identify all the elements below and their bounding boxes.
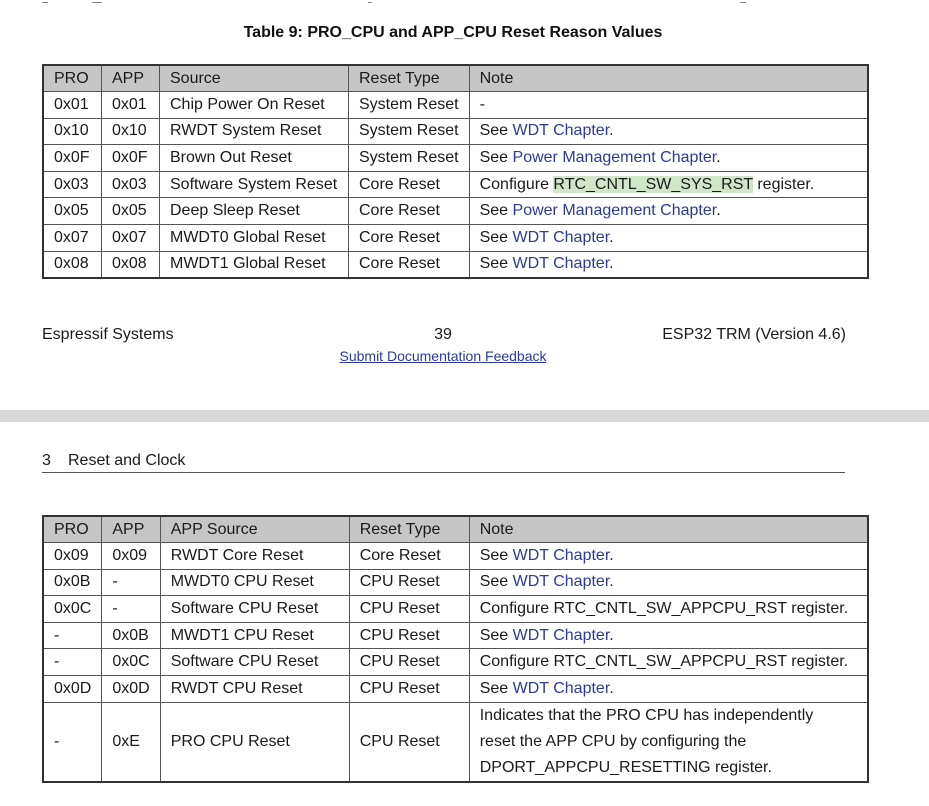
- footer-company: Espressif Systems: [42, 326, 174, 343]
- table-header-row: [43, 516, 868, 543]
- cell-reset-type: CPU Reset: [349, 596, 469, 623]
- cell-note: [469, 251, 868, 278]
- note-text: Configure RTC_CNTL_SW_APPCPU_RST register.: [479, 653, 849, 671]
- header-pro: PRO: [43, 65, 102, 92]
- cell-note: [469, 118, 868, 145]
- cell-source: Brown Out Reset: [160, 145, 349, 172]
- cell-note: [469, 145, 868, 172]
- note-text: See: [479, 679, 513, 697]
- cell-app: 0x07: [102, 225, 160, 252]
- note-text-end: .: [609, 626, 614, 644]
- cell-reset-type: CPU Reset: [349, 676, 469, 703]
- cell-note: [469, 702, 868, 782]
- cell-source: MWDT0 Global Reset: [160, 225, 349, 252]
- table-row: [43, 596, 868, 623]
- header-source: Source: [160, 65, 349, 92]
- cell-pro: 0x0F: [43, 145, 102, 172]
- cell-source: Deep Sleep Reset: [160, 198, 349, 225]
- section-number: 3: [42, 452, 51, 469]
- note-text: Configure: [479, 175, 554, 193]
- table-row: [43, 92, 868, 119]
- cell-reset-type: System Reset: [349, 145, 470, 172]
- cell-app: 0x01: [102, 92, 160, 119]
- chapter-link[interactable]: WDT Chapter: [512, 255, 610, 273]
- note-text-end: .: [609, 546, 614, 564]
- cell-app: -: [102, 596, 160, 623]
- header-pro: PRO: [43, 516, 102, 543]
- cell-app: 0x0F: [102, 145, 160, 172]
- header-reset-type: Reset Type: [349, 516, 469, 543]
- cell-reset-type: System Reset: [349, 118, 470, 145]
- cell-note: [469, 676, 868, 703]
- cell-app: 0x03: [102, 171, 160, 198]
- section-title: Reset and Clock: [68, 452, 186, 469]
- table-row: [43, 198, 868, 225]
- table-row: [43, 118, 868, 145]
- cell-note: [469, 569, 868, 596]
- header-app: APP: [102, 65, 160, 92]
- cell-note: [469, 543, 868, 570]
- table-row: [43, 225, 868, 252]
- note-text: See: [479, 228, 513, 246]
- table-caption: Table 9: PRO_CPU and APP_CPU Reset Reason Values: [243, 24, 663, 41]
- cell-app: 0xE: [102, 702, 160, 782]
- chapter-link[interactable]: WDT Chapter: [512, 228, 610, 246]
- cell-pro: -: [43, 649, 102, 676]
- cell-pro: 0x09: [43, 543, 102, 570]
- clipped-previous-text: [0, 0, 929, 4]
- cell-source: MWDT1 CPU Reset: [160, 622, 349, 649]
- feedback-link-wrapper: [0, 348, 886, 364]
- cell-reset-type: CPU Reset: [349, 569, 469, 596]
- chapter-link[interactable]: Power Management Chapter: [512, 202, 717, 220]
- cell-note: [469, 225, 868, 252]
- note-text-end: .: [609, 679, 614, 697]
- cell-pro: 0x01: [43, 92, 102, 119]
- note-line: reset the APP CPU by configuring the: [479, 732, 747, 750]
- note-text-end: .: [609, 122, 614, 140]
- cell-app: -: [102, 569, 160, 596]
- note-text: See: [479, 255, 513, 273]
- cell-reset-type: Core Reset: [349, 225, 470, 252]
- cell-reset-type: Core Reset: [349, 198, 470, 225]
- cell-reset-type: Core Reset: [349, 251, 470, 278]
- chapter-link[interactable]: WDT Chapter: [512, 546, 610, 564]
- note-text: See: [479, 573, 513, 591]
- chapter-link[interactable]: WDT Chapter: [512, 679, 610, 697]
- table-header-row: [43, 65, 868, 92]
- cell-note: [469, 596, 868, 623]
- table-row: [43, 145, 868, 172]
- table-row: [43, 702, 868, 782]
- cell-note: [469, 622, 868, 649]
- note-text-end: .: [716, 202, 721, 220]
- table-row: [43, 171, 868, 198]
- note-text: See: [479, 122, 513, 140]
- cell-reset-type: Core Reset: [349, 171, 470, 198]
- cell-source: PRO CPU Reset: [160, 702, 349, 782]
- cell-app: 0x0D: [102, 676, 160, 703]
- cell-pro: 0x0B: [43, 569, 102, 596]
- note-line: DPORT_APPCPU_RESETTING register.: [479, 758, 772, 776]
- cell-app: 0x08: [102, 251, 160, 278]
- note-text-end: .: [609, 228, 614, 246]
- cell-app: 0x0C: [102, 649, 160, 676]
- cell-pro: 0x10: [43, 118, 102, 145]
- footer-page-number: 39: [434, 326, 452, 343]
- cell-note: [469, 171, 868, 198]
- note-text: See: [479, 546, 513, 564]
- cell-note: [469, 649, 868, 676]
- cell-app: 0x09: [102, 543, 160, 570]
- cell-app: 0x05: [102, 198, 160, 225]
- note-text: -: [479, 95, 485, 113]
- cell-pro: 0x0C: [43, 596, 102, 623]
- cell-pro: 0x05: [43, 198, 102, 225]
- table-row: [43, 569, 868, 596]
- reset-reason-table-2: [42, 515, 869, 783]
- header-app-source: APP Source: [160, 516, 349, 543]
- note-text: See: [479, 202, 513, 220]
- chapter-link[interactable]: WDT Chapter: [512, 626, 610, 644]
- cell-pro: -: [43, 702, 102, 782]
- chapter-link[interactable]: Power Management Chapter: [512, 149, 717, 167]
- cell-pro: 0x08: [43, 251, 102, 278]
- note-text: Configure RTC_CNTL_SW_APPCPU_RST register.: [479, 600, 849, 618]
- cell-pro: 0x03: [43, 171, 102, 198]
- chapter-link[interactable]: WDT Chapter: [512, 122, 610, 140]
- table-row: [43, 251, 868, 278]
- cell-reset-type: CPU Reset: [349, 622, 469, 649]
- submit-feedback-link[interactable]: Submit Documentation Feedback: [339, 348, 547, 364]
- note-text-end: .: [716, 149, 721, 167]
- chapter-link[interactable]: WDT Chapter: [512, 573, 610, 591]
- cell-source: Software CPU Reset: [160, 649, 349, 676]
- header-note: Note: [469, 516, 868, 543]
- table-row: [43, 676, 868, 703]
- cell-source: RWDT System Reset: [160, 118, 349, 145]
- table-row: [43, 622, 868, 649]
- cell-source: MWDT1 Global Reset: [160, 251, 349, 278]
- cell-pro: -: [43, 622, 102, 649]
- cell-source: Software CPU Reset: [160, 596, 349, 623]
- cell-source: Chip Power On Reset: [160, 92, 349, 119]
- note-text-end: .: [609, 573, 614, 591]
- cell-app: 0x0B: [102, 622, 160, 649]
- header-reset-type: Reset Type: [349, 65, 470, 92]
- cell-reset-type: CPU Reset: [349, 649, 469, 676]
- note-text-end: .: [609, 255, 614, 273]
- note-text: See: [479, 626, 513, 644]
- cell-source: MWDT0 CPU Reset: [160, 569, 349, 596]
- cell-source: Software System Reset: [160, 171, 349, 198]
- cell-reset-type: System Reset: [349, 92, 470, 119]
- cell-app: 0x10: [102, 118, 160, 145]
- cell-reset-type: CPU Reset: [349, 702, 469, 782]
- cell-source: RWDT CPU Reset: [160, 676, 349, 703]
- register-name-highlight: RTC_CNTL_SW_SYS_RST: [553, 175, 753, 193]
- cell-pro: 0x07: [43, 225, 102, 252]
- header-app: APP: [102, 516, 160, 543]
- note-text: See: [479, 149, 513, 167]
- table-row: [43, 543, 868, 570]
- table-row: [43, 649, 868, 676]
- footer-doc-version: ESP32 TRM (Version 4.6): [662, 326, 846, 343]
- note-line: Indicates that the PRO CPU has independently: [479, 706, 814, 724]
- cell-note: [469, 198, 868, 225]
- cell-note: [469, 92, 868, 119]
- header-note: Note: [469, 65, 868, 92]
- section-header: [42, 452, 845, 473]
- page-separator: [0, 410, 929, 422]
- cell-reset-type: Core Reset: [349, 543, 469, 570]
- cell-pro: 0x0D: [43, 676, 102, 703]
- cell-source: RWDT Core Reset: [160, 543, 349, 570]
- note-text-end: register.: [752, 175, 815, 193]
- reset-reason-table-1: [42, 64, 869, 279]
